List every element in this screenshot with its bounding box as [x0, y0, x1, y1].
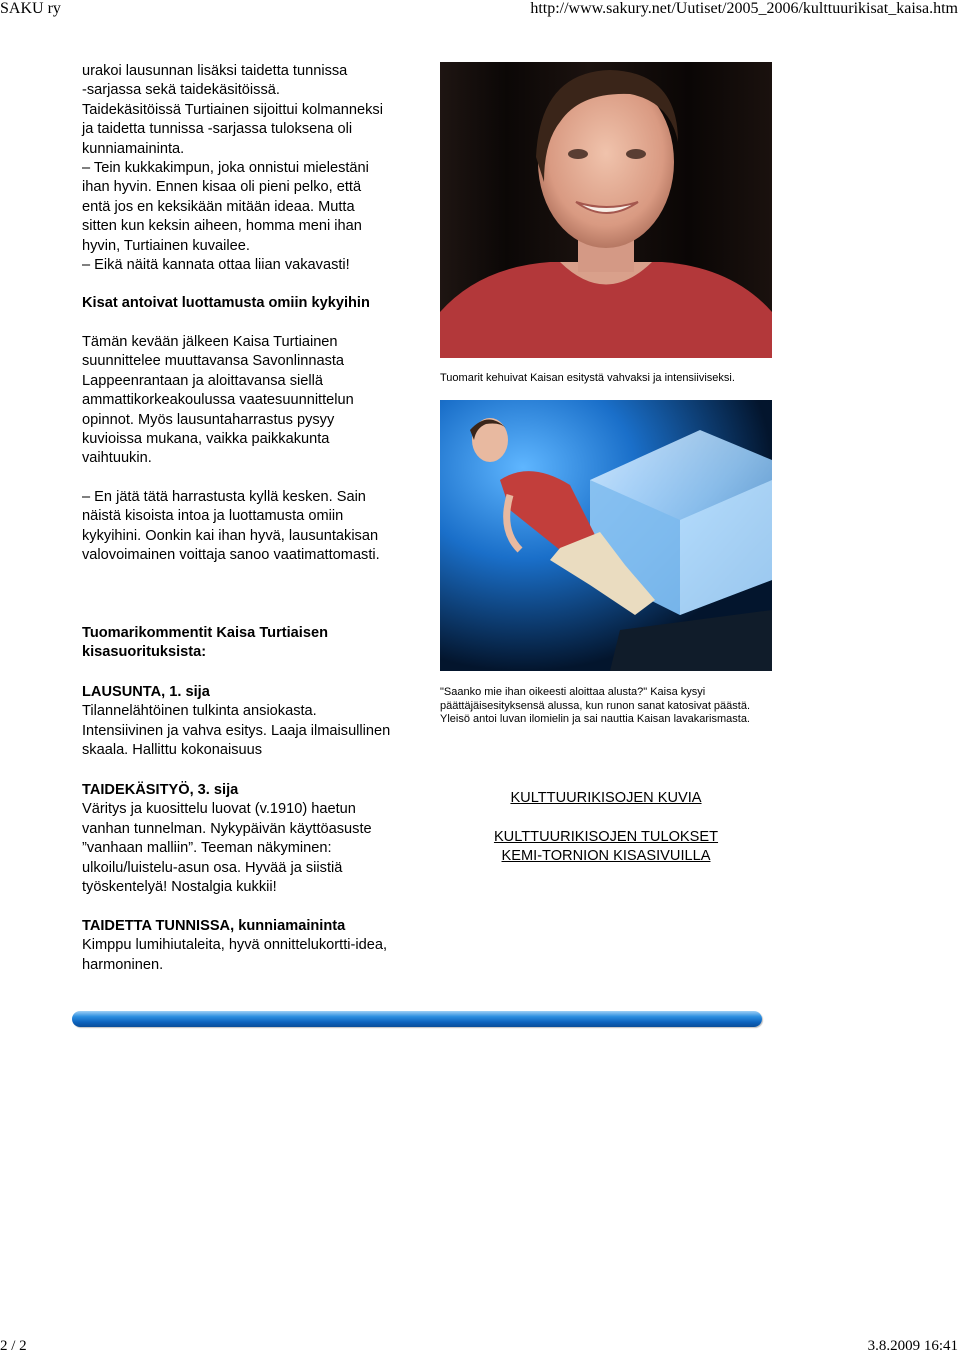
text-line: Tilannelähtöinen tulkinta ansiokasta. [82, 703, 317, 720]
text-line: sitten kun keksin aiheen, homma meni ihan [82, 218, 362, 235]
paragraph-plans [82, 333, 427, 469]
text-line: ja taidetta tunnissa -sarjassa tuloksena oli [82, 121, 353, 138]
text-line: työskentelyä! Nostalgia kukkii! [82, 879, 277, 896]
subheading: Kisat antoivat luottamusta omiin kykyihin [82, 295, 370, 311]
section-lausunta [82, 683, 427, 761]
paragraph-quote [82, 488, 427, 566]
text-line: Lappeenrantaan ja aloittavansa siellä [82, 372, 323, 389]
text-line: kunniamaininta. [82, 140, 185, 157]
intro-paragraph [82, 62, 427, 275]
caption-line: päättäjäisesityksensä alussa, kun runon sanat katosivat päästä. [440, 699, 751, 712]
section-title: LAUSUNTA, 1. sija [82, 684, 210, 700]
portrait-photo [440, 62, 772, 358]
text-line: vanhan tunnelman. Nykypäivän käyttöasuste [82, 820, 372, 837]
text-line: kisasuorituksista: [82, 644, 207, 661]
portrait-illustration [440, 62, 772, 358]
text-line: – Eikä näitä kannata ottaa liian vakavasti! [82, 257, 350, 274]
section-taidetta-tunnissa [82, 917, 427, 975]
page-number: 2 / 2 [0, 1338, 27, 1354]
text-line: skaala. Hallittu kokonaisuus [82, 742, 263, 759]
text-line: opinnot. Myös lausuntaharrastus pysyy [82, 411, 335, 428]
text-line: Kimppu lumihiutaleita, hyvä onnittelukortti-idea, [82, 937, 388, 954]
text-line: -sarjassa sekä taidekäsitöissä. [82, 82, 280, 99]
text-line: näistä kisoista intoa ja luottamusta omiin [82, 508, 344, 525]
text-line: valovoimainen voittaja sanoo vaatimattomasti. [82, 547, 380, 564]
caption-line: Yleisö antoi luvan ilomielin ja sai nauttia Kaisan lavakarismasta. [440, 713, 750, 725]
results-link-line-2: KEMI-TORNION KISASIVUILLA [501, 848, 711, 865]
results-link-line-1: KULTTUURIKISOJEN TULOKSET [493, 829, 719, 845]
judges-heading [82, 624, 427, 663]
text-line: Väritys ja kuosittelu luovat (v.1910) haetun [82, 801, 356, 818]
stage-illustration [440, 400, 772, 671]
text-line: kykyihini. Oonkin kai ihan hyvä, lausuntakisan [82, 527, 379, 544]
text-line: Tuomarikommentit Kaisa Turtiaisen [82, 625, 328, 641]
text-line: Intensiivinen ja vahva esitys. Laaja ilmaisullinen [82, 722, 391, 739]
page-url: http://www.sakury.net/Uutiset/2005_2006/kulttuurikisat_kaisa.htm [530, 0, 958, 17]
text-line: entä jos en keksikään mitään ideaa. Mutta [82, 198, 355, 215]
text-line: ulkoilu/luistelu-asun osa. Hyvää ja siistiä [82, 859, 343, 876]
caption-line: "Saanko mie ihan oikeesti aloittaa alusta?" Kaisa kysyi [440, 686, 706, 698]
results-link[interactable] [440, 828, 772, 867]
print-timestamp: 3.8.2009 16:41 [867, 1338, 958, 1354]
decorative-divider-bar [72, 1011, 762, 1027]
text-line: Tämän kevään jälkeen Kaisa Turtiainen [82, 334, 338, 350]
text-line: ihan hyvin. Ennen kisaa oli pieni pelko, että [82, 179, 362, 196]
text-line: kuvioissa mukana, vaikka paikkakunta [82, 431, 330, 448]
stage-caption [440, 686, 775, 727]
portrait-caption: Tuomarit kehuivat Kaisan esitystä vahvaksi ja intensiiviseksi. [440, 372, 735, 384]
text-line: hyvin, Turtiainen kuvailee. [82, 237, 250, 254]
site-name: SAKU ry [0, 0, 61, 17]
text-line: ”vanhaan malliin”. Teeman näkyminen: [82, 840, 332, 857]
section-title: TAIDETTA TUNNISSA, kunniamaininta [82, 918, 346, 934]
text-line: urakoi lausunnan lisäksi taidetta tunnissa [82, 63, 348, 79]
text-line: harmoninen. [82, 956, 164, 973]
text-line: – Tein kukkakimpun, joka onnistui mielestäni [82, 160, 369, 177]
text-line: – En jätä tätä harrastusta kyllä kesken. Sain [82, 489, 366, 505]
section-title: TAIDEKÄSITYÖ, 3. sija [82, 782, 239, 798]
stage-photo [440, 400, 772, 671]
text-line: suunnittelee muuttavansa Savonlinnasta [82, 353, 345, 370]
section-taidekasityo [82, 781, 427, 897]
text-line: vaihtuukin. [82, 450, 152, 467]
text-line: Taidekäsitöissä Turtiainen sijoittui kolmanneksi [82, 101, 383, 118]
text-line: ammattikorkeakoulussa vaatesuunnittelun [82, 392, 354, 409]
photos-link[interactable]: KULTTUURIKISOJEN KUVIA [510, 790, 702, 806]
